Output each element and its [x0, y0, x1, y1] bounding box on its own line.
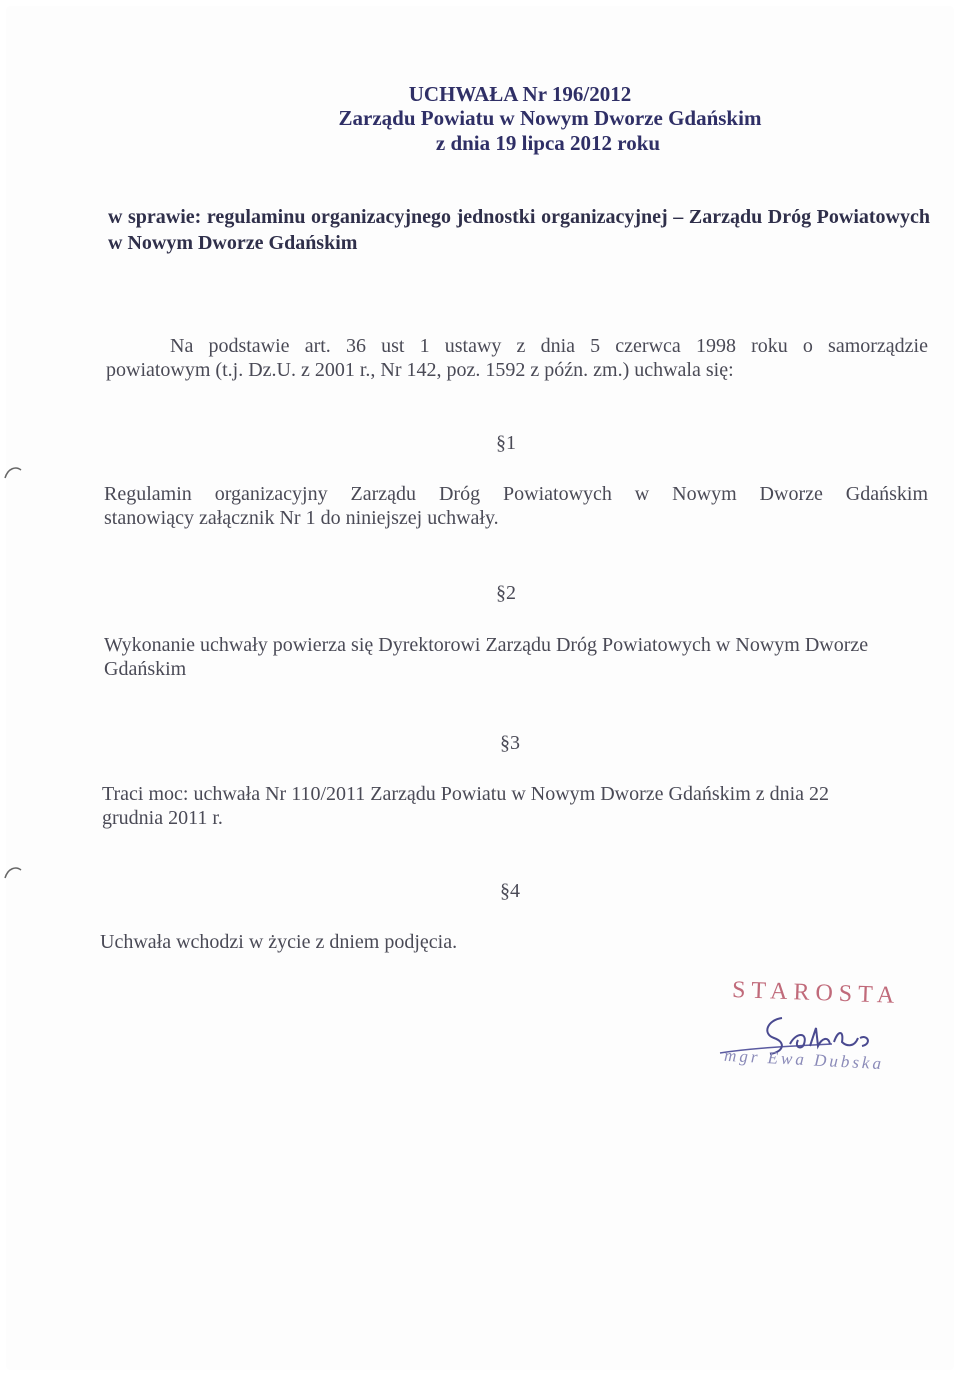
resolution-issuer: Zarządu Powiatu w Nowym Dworze Gdańskim — [338, 106, 762, 130]
resolution-title: UCHWAŁA Nr 196/2012 — [408, 82, 632, 106]
stamp-title: STAROSTA — [731, 977, 901, 1009]
section-number-4: §4 — [500, 880, 520, 902]
section-text-4: Uchwała wchodzi w życie z dniem podjęcia. — [100, 931, 458, 953]
section-1-line-1: Regulamin organizacyjny Zarządu Dróg Powiatowych w Nowym Dworze Gdańskim — [104, 483, 928, 505]
resolution-subject: w sprawie: regulaminu organizacyjnego jednostki organizacyjnej – Zarządu Dróg Powiatowych w Nowym Dworze Gdańskim — [108, 206, 930, 254]
section-text-1 — [104, 482, 928, 530]
stamp-name: mgr Ewa Dubska — [723, 1045, 885, 1074]
resolution-date: z dnia 19 lipca 2012 roku — [435, 131, 661, 155]
section-1-line-2: stanowiący załącznik Nr 1 do niniejszej uchwały. — [104, 507, 499, 529]
legal-basis-line-1: Na podstawie art. 36 ust 1 ustawy z dnia 5 czerwca 1998 roku o samorządzie — [170, 335, 928, 357]
section-number-2: §2 — [496, 582, 516, 604]
legal-basis — [106, 334, 928, 382]
section-number-1: §1 — [496, 432, 516, 454]
section-number-3: §3 — [500, 732, 520, 754]
section-text-2: Wykonanie uchwały powierza się Dyrektorowi Zarządu Dróg Powiatowych w Nowym Dworze Gdańskim — [104, 634, 869, 680]
punch-mark-icon — [4, 466, 22, 480]
section-text-3: Traci moc: uchwała Nr 110/2011 Zarządu Powiatu w Nowym Dworze Gdańskim z dnia 22 grudnia 2011 r. — [102, 783, 830, 829]
punch-mark-icon — [4, 866, 22, 880]
legal-basis-line-2: powiatowym (t.j. Dz.U. z 2001 r., Nr 142, poz. 1592 z późn. zm.) uchwala się: — [106, 359, 734, 381]
